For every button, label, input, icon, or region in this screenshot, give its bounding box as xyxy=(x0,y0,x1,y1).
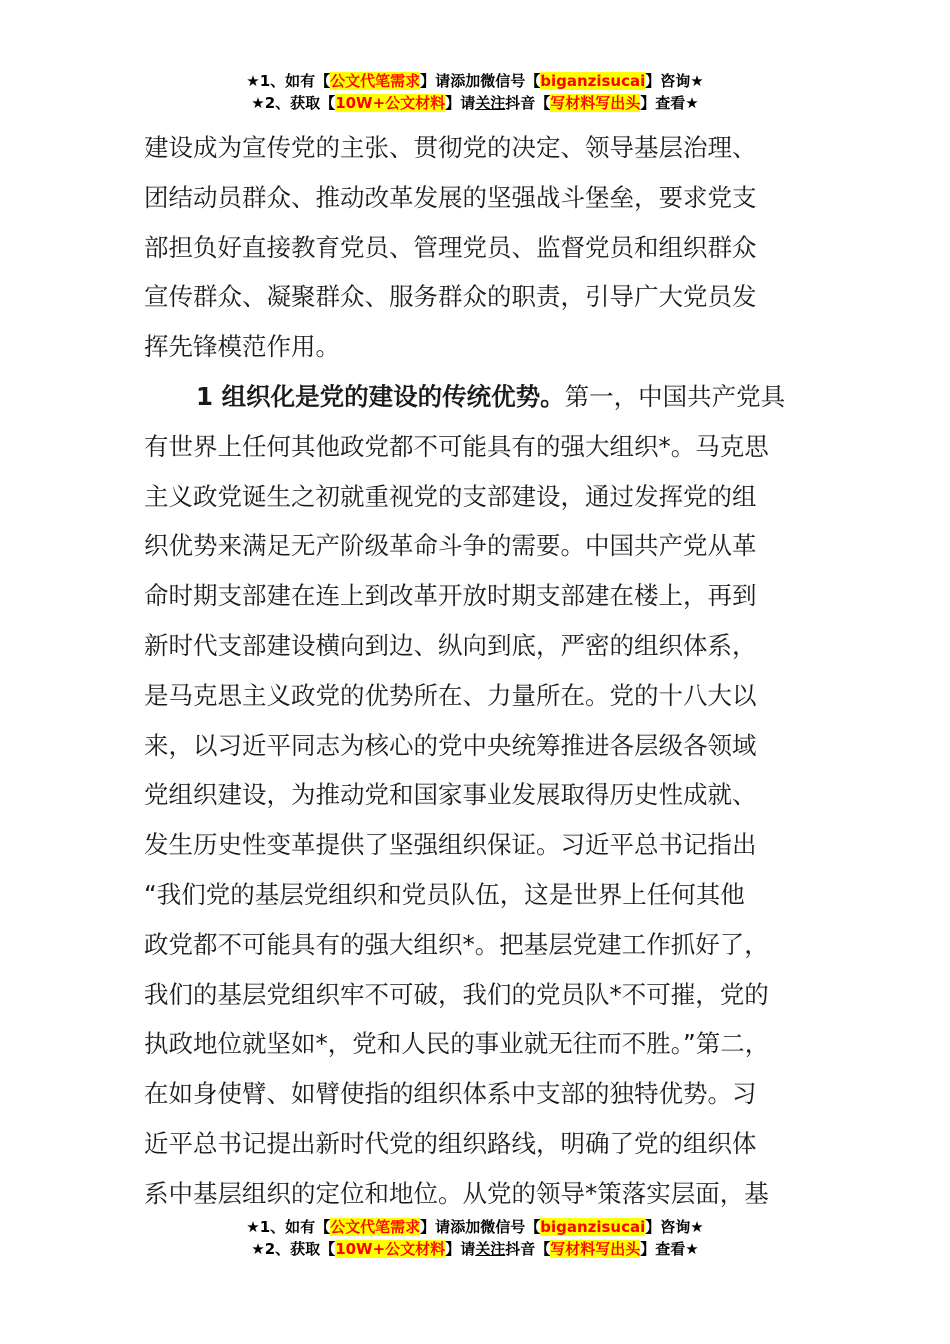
banner-highlight: 10W+公文材料 xyxy=(335,1240,446,1258)
body-text-run: 第一，中国共产党具 xyxy=(564,381,786,411)
header-banner-line-2 xyxy=(0,92,950,114)
body-line: 执政地位就坚如*，党和人民的事业就无往而不胜。”第二， xyxy=(144,1029,770,1059)
body-line: 来，以习近平同志为核心的党中央统筹推进各层级各领域 xyxy=(144,730,757,760)
banner-emphasis: 关注 xyxy=(475,94,506,112)
banner-highlight: 写材料写出头 xyxy=(550,1240,641,1258)
paragraph-heading: 1 组织化是党的建设的传统优势。 xyxy=(196,381,565,411)
header-banner xyxy=(0,70,950,114)
footer-banner xyxy=(0,1216,950,1260)
body-line: 发生历史性变革提供了坚强组织保证。习近平总书记指出 xyxy=(144,830,757,860)
banner-highlight: biganzisucai xyxy=(540,72,646,90)
banner-text: 】查看★ xyxy=(640,94,699,112)
banner-text: 微信号【 xyxy=(480,1218,541,1236)
body-line: “我们党的基层党组织和党员队伍，这是世界上任何其他 xyxy=(144,879,745,909)
body-line: 党组织建设，为推动党和国家事业发展取得历史性成就、 xyxy=(144,780,757,810)
banner-text: 】请 xyxy=(420,72,451,90)
header-banner-line-1 xyxy=(0,70,950,92)
banner-highlight: 10W+公文材料 xyxy=(335,94,446,112)
body-line: 有世界上任何其他政党都不可能具有的强大组织*。马克思 xyxy=(144,431,769,461)
banner-text: 】请 xyxy=(445,1240,476,1258)
banner-text: ★2、获取【 xyxy=(251,94,336,112)
banner-text: ★1、如有【 xyxy=(246,1218,331,1236)
body-line: 是马克思主义政党的优势所在、力量所在。党的十八大以 xyxy=(144,680,757,710)
body-line: 挥先锋模范作用。 xyxy=(144,332,340,362)
body-line: 主义政党诞生之初就重视党的支部建设，通过发挥党的组 xyxy=(144,481,757,511)
body-line: 命时期支部建在连上到改革开放时期支部建在楼上，再到 xyxy=(144,581,757,611)
body-line: 近平总书记提出新时代党的组织路线，明确了党的组织体 xyxy=(144,1128,757,1158)
body-line: 团结动员群众、推动改革发展的坚强战斗堡垒，要求党支 xyxy=(144,182,757,212)
body-line: 建设成为宣传党的主张、贯彻党的决定、领导基层治理、 xyxy=(144,133,757,162)
banner-highlight: 写材料写出头 xyxy=(550,94,641,112)
banner-highlight: 公文代笔需求 xyxy=(330,72,421,90)
banner-emphasis: 添加 xyxy=(450,1218,481,1236)
banner-text: 】查看★ xyxy=(640,1240,699,1258)
body-line: 在如身使臂、如臂使指的组织体系中支部的独特优势。习 xyxy=(144,1079,757,1109)
banner-highlight: 公文代笔需求 xyxy=(330,1218,421,1236)
banner-text: 抖音【 xyxy=(505,94,551,112)
paragraph-2-first-line xyxy=(144,372,834,422)
banner-emphasis: 关注 xyxy=(475,1240,506,1258)
body-line: 部担负好直接教育党员、管理党员、监督党员和组织群众 xyxy=(144,232,757,262)
banner-text: 】请 xyxy=(445,94,476,112)
body-line: 系中基层组织的定位和地位。从党的领导*策落实层面，基 xyxy=(144,1178,769,1208)
banner-text: 抖音【 xyxy=(505,1240,551,1258)
banner-text: 】请 xyxy=(420,1218,451,1236)
body-line: 政党都不可能具有的强大组织*。把基层党建工作抓好了， xyxy=(144,929,769,959)
footer-banner-line-2 xyxy=(0,1238,950,1260)
document-body xyxy=(144,123,834,1219)
banner-text: 】咨询★ xyxy=(645,1218,704,1236)
body-line: 织优势来满足无产阶级革命斗争的需要。中国共产党从革 xyxy=(144,531,757,561)
footer-banner-line-1 xyxy=(0,1216,950,1238)
banner-emphasis: 添加 xyxy=(450,72,481,90)
banner-text: 微信号【 xyxy=(480,72,541,90)
banner-text: 】咨询★ xyxy=(645,72,704,90)
banner-text: ★2、获取【 xyxy=(251,1240,336,1258)
body-line: 宣传群众、凝聚群众、服务群众的职责，引导广大党员发 xyxy=(144,282,757,312)
banner-highlight: biganzisucai xyxy=(540,1218,646,1236)
body-line: 我们的基层党组织牢不可破，我们的党员队*不可摧，党的 xyxy=(144,979,769,1009)
banner-text: ★1、如有【 xyxy=(246,72,331,90)
body-line: 新时代支部建设横向到边、纵向到底，严密的组织体系， xyxy=(144,630,757,660)
